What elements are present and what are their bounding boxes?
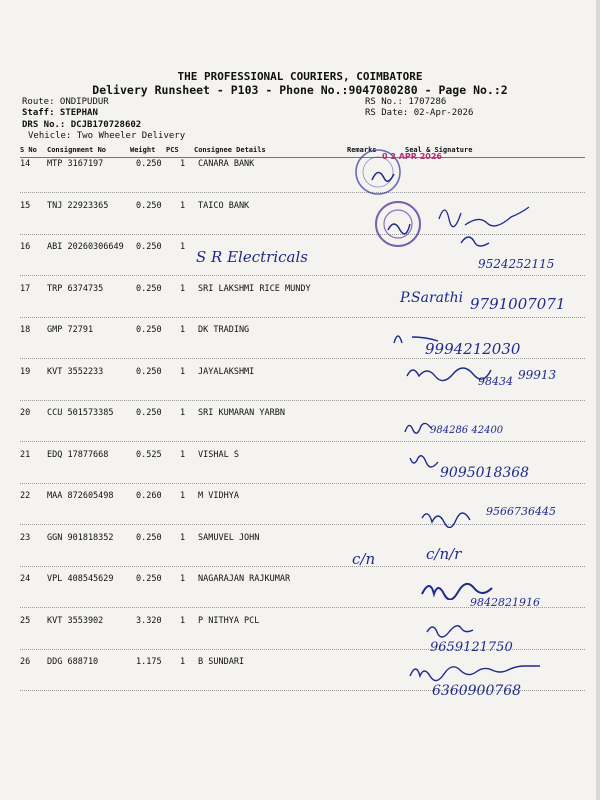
- row-consignment: CCU 501573385: [47, 408, 114, 418]
- rs-date: RS Date: 02-Apr-2026: [365, 108, 474, 118]
- row-pcs: 1: [180, 657, 186, 667]
- table-row: [20, 482, 585, 525]
- row-consignee: NAGARAJAN RAJKUMAR: [198, 574, 291, 584]
- row-consignment: GGN 901818352: [47, 533, 114, 543]
- row-consignee: CANARA BANK: [198, 159, 255, 169]
- signature-scribble-icon: [410, 456, 438, 467]
- col-remarks: Remarks: [347, 146, 377, 154]
- row-weight: 0.250: [136, 533, 162, 543]
- hw-phone-25: 9659121750: [430, 640, 513, 655]
- row-consignee: TAICO BANK: [198, 201, 250, 211]
- signature-scribble: [435, 195, 555, 265]
- row-consignment: MAA 872605498: [47, 491, 114, 501]
- signature-scribble: [420, 508, 480, 528]
- row-pcs: 1: [180, 491, 186, 501]
- signature-scribble-icon: [372, 172, 394, 181]
- page-edge: [596, 0, 600, 800]
- signature-scribble: [425, 620, 485, 638]
- rs-number: RS No.: 1707286: [365, 97, 447, 107]
- row-weight: 0.250: [136, 159, 162, 169]
- hw-phone-26: 6360900768: [432, 683, 522, 699]
- vehicle-label: Vehicle: Two Wheeler Delivery: [28, 131, 186, 141]
- row-weight: 0.250: [136, 325, 162, 335]
- col-consignee: Consignee Details: [194, 146, 266, 154]
- runsheet-subtitle: Delivery Runsheet - P103 - Phone No.:9047080280 - Page No.:2: [92, 83, 508, 97]
- row-weight: 0.250: [136, 408, 162, 418]
- round-seal-inner-icon: [384, 210, 412, 238]
- row-pcs: 1: [180, 533, 186, 543]
- hw-phone-20: 984286 42400: [430, 425, 504, 436]
- row-consignee: SRI LAKSHMI RICE MUNDY: [198, 284, 311, 294]
- hw-phone-19a: 98434: [478, 375, 513, 388]
- row-consignee: SAMUVEL JOHN: [198, 533, 260, 543]
- row-sno: 22: [20, 491, 31, 501]
- row-consignment: EDQ 17877668: [47, 450, 109, 460]
- row-sno: 24: [20, 574, 31, 584]
- signature-scribble-icon: [422, 513, 470, 528]
- row-consignment: MTP 3167197: [47, 159, 104, 169]
- signature-scribble-icon: [388, 224, 410, 234]
- row-sno: 15: [20, 201, 31, 211]
- row-weight: 0.250: [136, 201, 162, 211]
- row-consignment: KVT 3553902: [47, 616, 104, 626]
- row-pcs: 1: [180, 367, 186, 377]
- row-pcs: 1: [180, 450, 186, 460]
- stamp-date: 0 2 APR 2026: [382, 152, 442, 161]
- row-sno: 25: [20, 616, 31, 626]
- row-consignment: VPL 408545629: [47, 574, 114, 584]
- drs-number: DRS No.: DCJB170728602: [22, 120, 142, 130]
- row-weight: 0.250: [136, 574, 162, 584]
- row-pcs: 1: [180, 159, 186, 169]
- staff-label: Staff: STEPHAN: [22, 108, 98, 118]
- row-consignee: P NITHYA PCL: [198, 616, 260, 626]
- signature-scribble-icon: [405, 423, 431, 433]
- row-weight: 0.260: [136, 491, 162, 501]
- hw-phone-16: 9524252115: [478, 257, 555, 271]
- signature-scribble-icon: [461, 237, 489, 246]
- row-weight: 1.175: [136, 657, 162, 667]
- row-sno: 16: [20, 242, 31, 252]
- hw-phone-19b: 99913: [518, 368, 557, 382]
- col-seal-signature: Seal & Signature: [405, 146, 473, 154]
- route-label: Route: ONDIPUDUR: [22, 97, 109, 107]
- hw-sign-23: c/n/r: [426, 545, 462, 563]
- row-consignee: M VIDHYA: [198, 491, 239, 501]
- row-sno: 18: [20, 325, 31, 335]
- row-consignment: GMP 72791: [47, 325, 94, 335]
- signature-scribble-icon: [410, 666, 540, 681]
- col-consignment: Consignment No: [47, 146, 107, 154]
- round-seal-icon: [376, 202, 420, 246]
- signature-scribble-icon: [427, 626, 473, 637]
- row-weight: 0.525: [136, 450, 162, 460]
- row-consignee: VISHAL S: [198, 450, 239, 460]
- row-pcs: 1: [180, 284, 186, 294]
- row-consignment: ABI 20260306649: [47, 242, 124, 252]
- row-pcs: 1: [180, 242, 186, 252]
- row-pcs: 1: [180, 325, 186, 335]
- signature-scribble-icon: [439, 207, 529, 227]
- row-sno: 19: [20, 367, 31, 377]
- row-consignment: TRP 6374735: [47, 284, 104, 294]
- row-weight: 0.250: [136, 284, 162, 294]
- company-title: THE PROFESSIONAL COURIERS, COIMBATORE: [177, 70, 423, 83]
- hw-phone-21: 9095018368: [440, 465, 530, 481]
- row-sno: 14: [20, 159, 31, 169]
- row-consignment: DDG 688710: [47, 657, 99, 667]
- row-sno: 20: [20, 408, 31, 418]
- row-pcs: 1: [180, 574, 186, 584]
- hw-remark-23: c/n: [352, 550, 376, 568]
- row-consignee: SRI KUMARAN YARBN: [198, 408, 285, 418]
- row-sno: 21: [20, 450, 31, 460]
- row-weight: 0.250: [136, 367, 162, 377]
- col-sno: S No: [20, 146, 37, 154]
- row-weight: 3.320: [136, 616, 162, 626]
- row-consignment: TNJ 22923365: [47, 201, 109, 211]
- row-consignee: B SUNDARI: [198, 657, 245, 667]
- row-pcs: 1: [180, 616, 186, 626]
- table-row: [20, 150, 585, 193]
- col-weight: Weight: [130, 146, 156, 154]
- row-consignment: KVT 3552233: [47, 367, 104, 377]
- hw-sign-17: P.Sarathi: [400, 290, 464, 306]
- hw-phone-18: 9994212030: [425, 340, 521, 358]
- row-pcs: 1: [180, 201, 186, 211]
- col-pcs: PCS: [166, 146, 179, 154]
- signature-scribble: [408, 658, 548, 682]
- hw-phone-22: 9566736445: [486, 505, 556, 518]
- row-sno: 17: [20, 284, 31, 294]
- row-sno: 26: [20, 657, 31, 667]
- row-pcs: 1: [180, 408, 186, 418]
- hw-phone-24: 9842821916: [470, 596, 540, 609]
- row-consignee: DK TRADING: [198, 325, 250, 335]
- table-row: [20, 524, 585, 567]
- hw-consignee-16: S R Electricals: [196, 248, 308, 266]
- row-weight: 0.250: [136, 242, 162, 252]
- hw-phone-17: 9791007071: [470, 295, 566, 313]
- row-consignee: JAYALAKSHMI: [198, 367, 255, 377]
- row-sno: 23: [20, 533, 31, 543]
